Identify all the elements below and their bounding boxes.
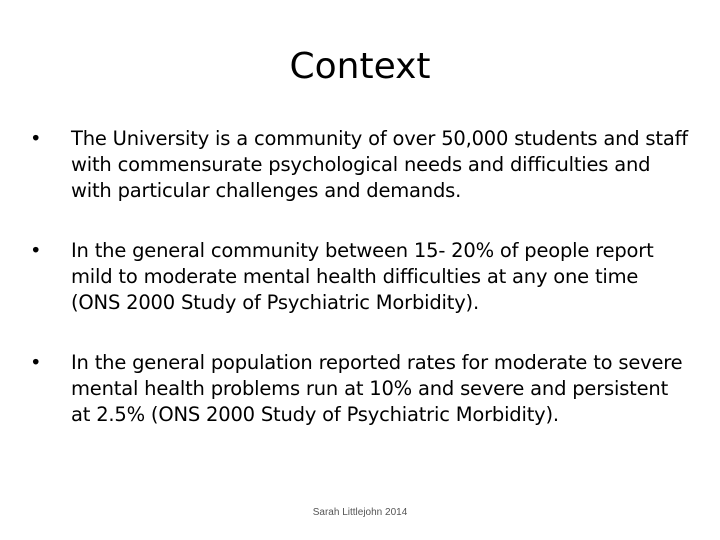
bullet-item-general-community — [30, 238, 690, 316]
bullet-text: In the general community between 15- 20% of people report mild to moderate mental health difficulties at any one time (ONS 2000 Study of Psychiatric Morbidity). — [71, 239, 654, 314]
bullet-item-general-population — [30, 350, 690, 428]
bullet-text: The University is a community of over 50,000 students and staff with commensurate psychological needs and difficulties and with particular challenges and demands. — [71, 127, 688, 202]
bullet-icon: • — [30, 239, 42, 262]
bullet-text: In the general population reported rates for moderate to severe mental health problems run at 10% and severe and persistent at 2.5% (ONS 2000 Study of Psychiatric Morbidity). — [71, 351, 683, 426]
bullet-item-community — [30, 126, 690, 204]
bullet-icon: • — [30, 351, 42, 374]
slide-title: Context — [289, 46, 431, 87]
bullet-icon: • — [30, 127, 42, 150]
bullet-list — [30, 126, 690, 428]
slide-footer: Sarah Littlejohn 2014 — [312, 507, 408, 518]
